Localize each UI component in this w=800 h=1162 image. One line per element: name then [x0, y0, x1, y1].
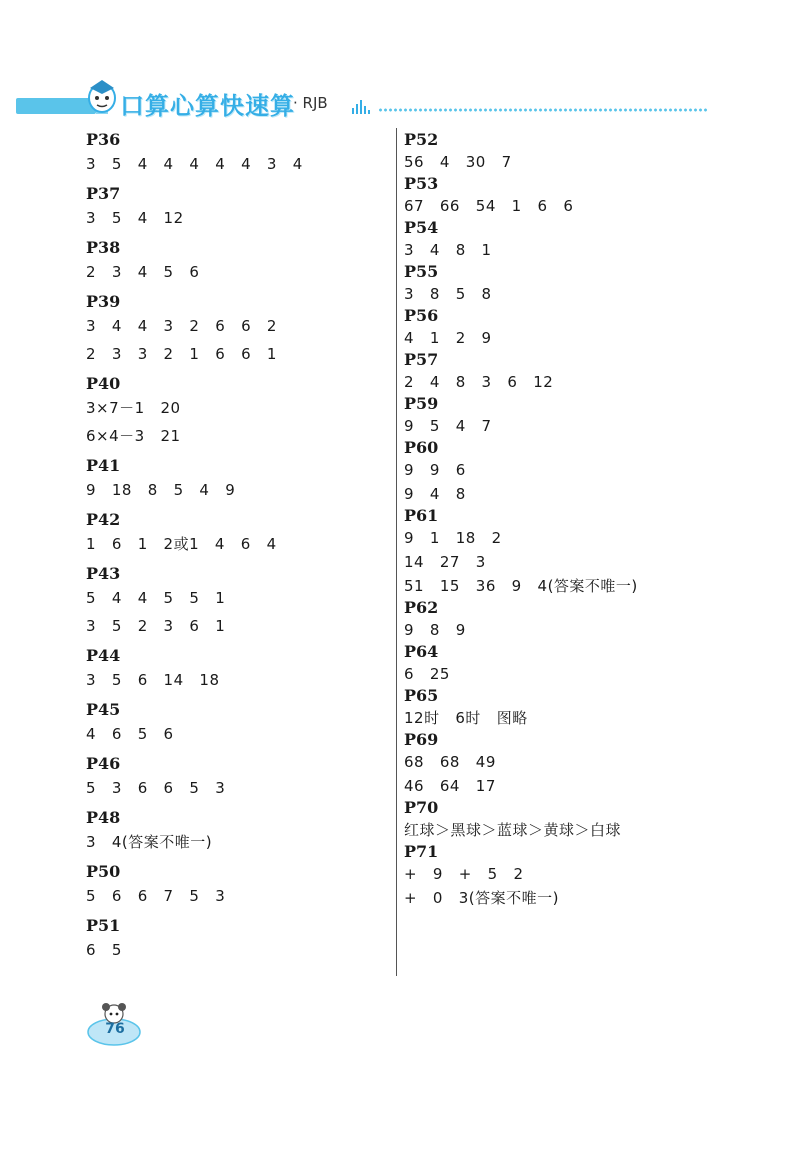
answer-section	[404, 394, 724, 438]
answer-line: 3 5 2 3 6 1	[86, 617, 226, 635]
page-ref-heading: P56	[404, 306, 439, 325]
page-ref-heading: P52	[404, 130, 439, 149]
answer-section	[404, 642, 724, 686]
page-ref-heading: P48	[86, 808, 121, 827]
answer-line: 9 8 9	[404, 621, 466, 639]
answer-line: 红球＞黑球＞蓝球＞黄球＞白球	[404, 821, 622, 839]
answer-line: 3 4 8 1	[404, 241, 492, 259]
page-ref-heading: P46	[86, 754, 121, 773]
page-ref-heading: P54	[404, 218, 439, 237]
answer-line: 5 4 4 5 5 1	[86, 589, 226, 607]
answer-line: 9 4 8	[404, 485, 466, 503]
answer-line: 1 6 1 2或1 4 6 4	[86, 535, 277, 553]
answer-section	[86, 808, 386, 856]
answer-line: 9 5 4 7	[404, 417, 492, 435]
page-number: 76	[105, 1021, 125, 1037]
answer-section	[86, 238, 386, 286]
page-ref-heading: P40	[86, 374, 121, 393]
answer-section	[404, 130, 724, 174]
answer-line: 3 5 4 12	[86, 209, 184, 227]
page-ref-heading: P43	[86, 564, 121, 583]
page-ref-heading: P65	[404, 686, 439, 705]
answer-section	[86, 456, 386, 504]
answer-line: 3 5 6 14 18	[86, 671, 220, 689]
answer-line: 4 6 5 6	[86, 725, 174, 743]
answer-section	[86, 292, 386, 368]
answer-section	[404, 686, 724, 730]
page-ref-heading: P37	[86, 184, 121, 203]
page-ref-heading: P53	[404, 174, 439, 193]
answer-line: 51 15 36 9 4(答案不唯一)	[404, 577, 638, 595]
answer-line: 56 4 30 7	[404, 153, 512, 171]
answer-section	[404, 842, 724, 910]
page-ref-heading: P39	[86, 292, 121, 311]
answer-line: 2 3 3 2 1 6 6 1	[86, 345, 277, 363]
answer-line: 9 1 18 2	[404, 529, 502, 547]
answer-section	[86, 700, 386, 748]
answer-line: 14 27 3	[404, 553, 486, 571]
page-ref-heading: P71	[404, 842, 439, 861]
book-title: 口算心算快速算	[120, 92, 295, 120]
page-ref-heading: P36	[86, 130, 121, 149]
answer-line: 9 9 6	[404, 461, 466, 479]
answer-section	[404, 306, 724, 350]
page-ref-heading: P44	[86, 646, 121, 665]
answer-line: 46 64 17	[404, 777, 496, 795]
answer-line: 12时 6时 图略	[404, 709, 528, 727]
answer-line: 4 1 2 9	[404, 329, 492, 347]
edition-label: · RJB	[293, 94, 328, 112]
page-ref-heading: P70	[404, 798, 439, 817]
answer-line: 3 4 4 3 2 6 6 2	[86, 317, 277, 335]
page-ref-heading: P50	[86, 862, 121, 881]
answer-line: 3×7－1 20	[86, 399, 181, 417]
header-dotted-line	[378, 108, 708, 112]
answer-line: 3 4(答案不唯一)	[86, 833, 213, 851]
answer-line: 2 4 8 3 6 12	[404, 373, 554, 391]
answer-section	[86, 130, 386, 178]
answer-section	[86, 916, 386, 964]
column-divider	[396, 128, 397, 976]
answer-section	[86, 510, 386, 558]
answer-line: 6 25	[404, 665, 450, 683]
equalizer-icon	[352, 96, 374, 114]
answer-line: 67 66 54 1 6 6	[404, 197, 574, 215]
answer-section	[86, 862, 386, 910]
answer-line: 3 8 5 8	[404, 285, 492, 303]
answer-section	[404, 174, 724, 218]
page-ref-heading: P59	[404, 394, 439, 413]
page-ref-heading: P64	[404, 642, 439, 661]
answer-line: 3 5 4 4 4 4 4 3 4	[86, 155, 303, 173]
answers-right-column	[404, 130, 724, 910]
page-ref-heading: P60	[404, 438, 439, 457]
answer-section	[404, 506, 724, 598]
page-ref-heading: P69	[404, 730, 439, 749]
answer-section	[404, 798, 724, 842]
answer-section	[404, 438, 724, 506]
page-ref-heading: P61	[404, 506, 439, 525]
answer-section	[86, 646, 386, 694]
answer-line: 5 6 6 7 5 3	[86, 887, 226, 905]
page-ref-heading: P41	[86, 456, 121, 475]
answers-left-column	[86, 130, 386, 970]
answer-line: + 9 + 5 2	[404, 865, 524, 883]
page-ref-heading: P38	[86, 238, 121, 257]
answer-line: 5 3 6 6 5 3	[86, 779, 226, 797]
answer-section	[404, 730, 724, 798]
answer-section	[86, 754, 386, 802]
mascot-icon	[84, 76, 120, 116]
page-ref-heading: P51	[86, 916, 121, 935]
page-ref-heading: P57	[404, 350, 439, 369]
answer-line: 6 5	[86, 941, 122, 959]
answer-line: 2 3 4 5 6	[86, 263, 200, 281]
answer-section	[404, 218, 724, 262]
page-ref-heading: P55	[404, 262, 439, 281]
answer-section	[86, 564, 386, 640]
page-ref-heading: P45	[86, 700, 121, 719]
page-ref-heading: P62	[404, 598, 439, 617]
answer-section	[86, 184, 386, 232]
answer-line: 6×4－3 21	[86, 427, 181, 445]
answer-section	[404, 262, 724, 306]
answer-section	[404, 350, 724, 394]
answer-line: 9 18 8 5 4 9	[86, 481, 236, 499]
answer-line: 68 68 49	[404, 753, 496, 771]
answer-section	[86, 374, 386, 450]
answer-section	[404, 598, 724, 642]
page-ref-heading: P42	[86, 510, 121, 529]
answer-line: + 0 3(答案不唯一)	[404, 889, 559, 907]
